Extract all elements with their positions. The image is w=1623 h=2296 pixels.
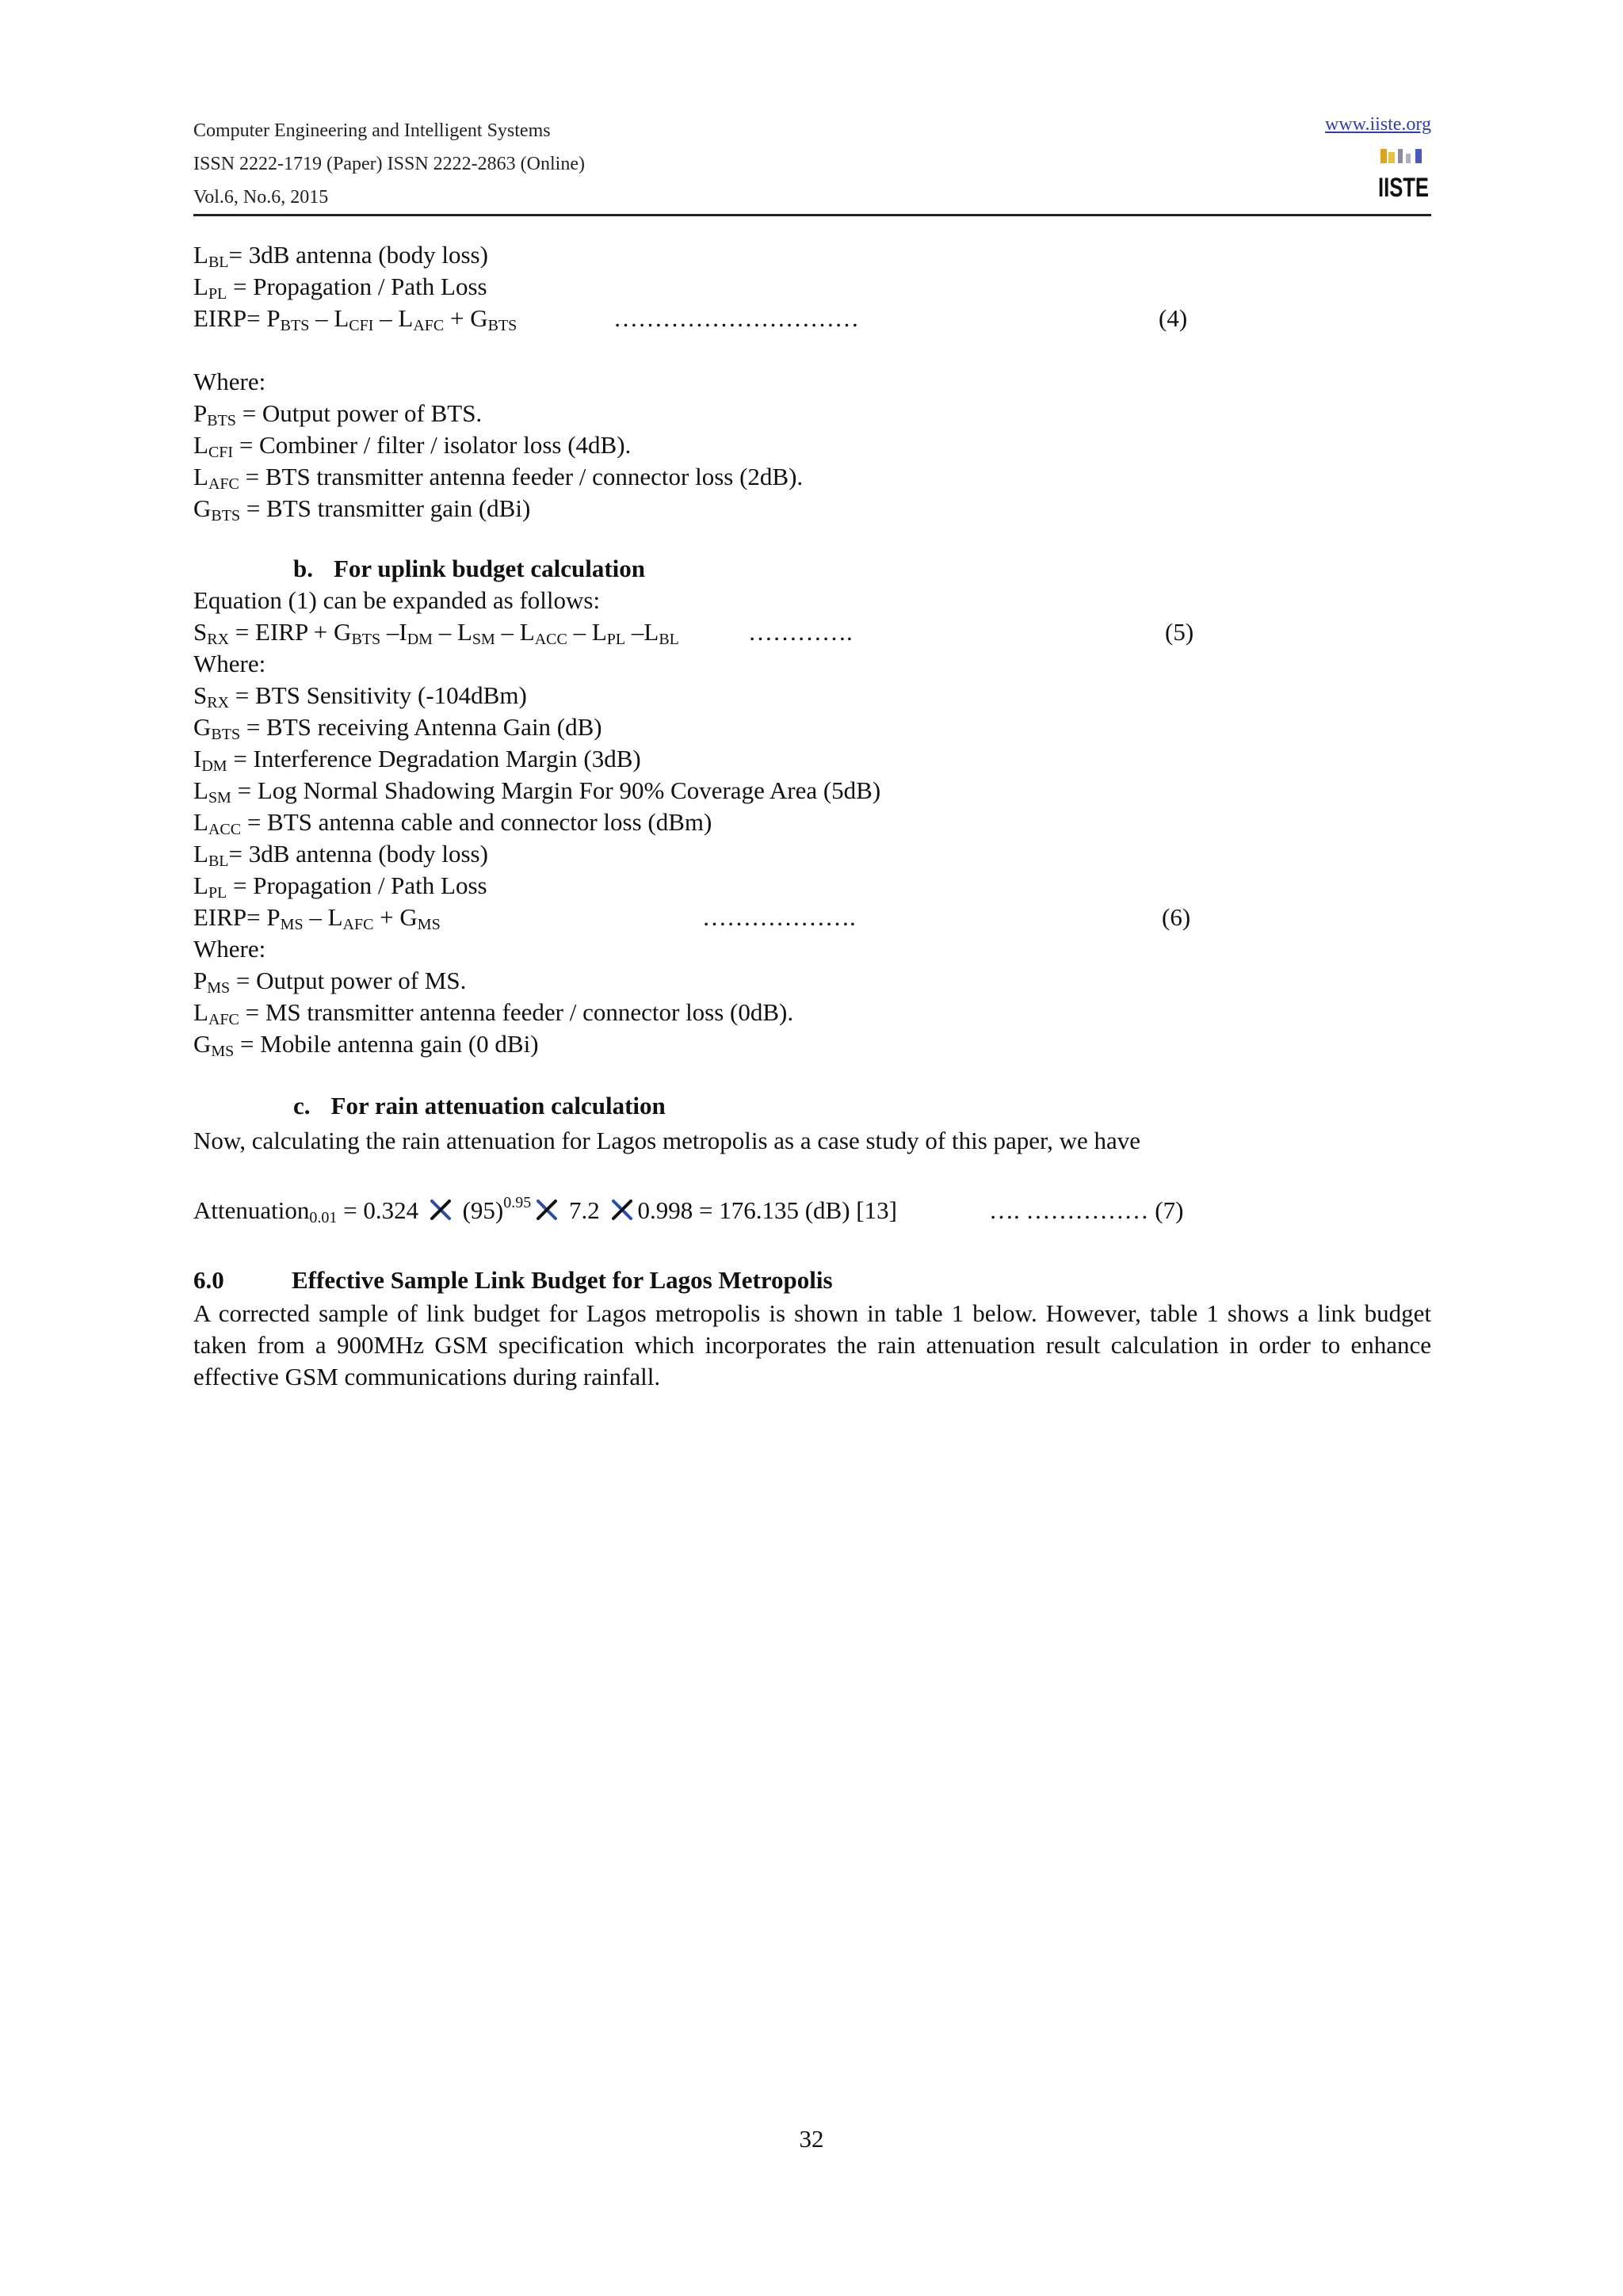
journal-issn: ISSN 2222-1719 (Paper) ISSN 2222-2863 (Online)	[193, 154, 585, 174]
section-6-paragraph: A corrected sample of link budget for Lagos metropolis is shown in table 1 below. However, table 1 shows a link budget taken from a 900MHz GSM specification which incorporates the rain attenuation result calculation in order to enhance effective GSM communications during rainfall.	[193, 1299, 1431, 1390]
where-label-2: Where:	[193, 650, 266, 677]
rain-intro: Now, calculating the rain attenuation for Lagos metropolis as a case study of this paper, we have	[193, 1127, 1141, 1154]
equation-4: EIRP= $P_{BTS} - L_{CFI} - L_{AFC} + G_{BTS}$	[193, 304, 517, 334]
journal-url-link[interactable]: www.iiste.org	[1325, 114, 1431, 135]
def-gms: $G_{MS}$ = Mobile antenna gain (0 dBi)	[193, 1030, 539, 1060]
equation-6-number: (6)	[1162, 903, 1191, 931]
def-lsm: $L_{SM}$ = Log Normal Shadowing Margin For 90% Coverage Area (5dB)	[193, 776, 881, 807]
def-lafc: $L_{AFC}$ = BTS transmitter antenna feeder / connector loss (2dB).	[193, 463, 804, 493]
equation-5-number: (5)	[1165, 618, 1194, 646]
equation-5: $S_{RX}$ = EIRP + $G_{BTS}$ $-I_{DM} - L_{SM} - L_{ACC} - L_{PL}$ $-L_{BL}$	[193, 618, 679, 648]
section-6-number: 6.0	[193, 1266, 224, 1294]
rain-heading: c. For rain attenuation calculation	[293, 1092, 666, 1119]
def-lbl: $L_{BL}= 3dB$ antenna (body loss)	[193, 241, 488, 271]
equation-4-number: (4)	[1159, 304, 1188, 332]
def-pms: $P_{MS}$ = Output power of MS.	[193, 967, 467, 997]
def-pbts: $P_{BTS}$ = Output power of BTS.	[193, 399, 483, 429]
journal-name: Computer Engineering and Intelligent Systems	[193, 120, 551, 141]
uplink-heading: b. For uplink budget calculation	[293, 555, 646, 582]
equation-7: Attenuation$_{0.01}$ = 0.324 $(95)^{0.95}$ 7.2 0.998 = 176.135 (dB) [13]	[193, 1194, 897, 1226]
header-rule	[193, 214, 1431, 216]
section-6-title: Effective Sample Link Budget for Lagos Metropolis	[292, 1266, 833, 1294]
def-idm: $I_{DM}$ = Interference Degradation Margin (3dB)	[193, 745, 641, 775]
equation-6-dots: ……………….	[702, 903, 856, 931]
def-lafc-ms: $L_{AFC}$ = MS transmitter antenna feeder / connector loss (0dB).	[193, 998, 794, 1028]
page-number: 32	[799, 2125, 824, 2153]
equation-4-dots: …………………………	[613, 304, 859, 332]
where-label-3: Where:	[193, 935, 266, 963]
journal-volume: Vol.6, No.6, 2015	[193, 187, 329, 208]
where-label: Where:	[193, 368, 266, 395]
journal-header	[193, 114, 585, 214]
multiply-icon	[611, 1199, 633, 1221]
multiply-icon	[536, 1199, 558, 1221]
multiply-icon	[430, 1199, 452, 1221]
uplink-intro: Equation (1) can be expanded as follows:	[193, 586, 601, 614]
logo-text: IISTE	[1378, 173, 1429, 203]
def-lacc: $L_{ACC}$ = BTS antenna cable and connector loss (dBm)	[193, 808, 712, 838]
equation-6: EIRP= $P_{MS} - L_{AFC} + G_{MS}$	[193, 903, 441, 933]
iiste-logo	[1377, 146, 1430, 201]
def-gbts-rx: $G_{BTS}$ = BTS receiving Antenna Gain (dB)	[193, 713, 602, 743]
equation-7-dots: …. …………… (7)	[989, 1196, 1184, 1224]
def-lpl-2: $L_{PL}$ = Propagation / Path Loss	[193, 871, 487, 902]
def-lbl-2: $L_{BL}= 3dB$ antenna (body loss)	[193, 840, 488, 870]
def-gbts: $G_{BTS}$ = BTS transmitter gain (dBi)	[193, 494, 531, 524]
def-srx: $S_{RX}$ = BTS Sensitivity (-104dBm)	[193, 681, 527, 711]
def-lcfi: $L_{CFI}$ = Combiner / filter / isolator loss (4dB).	[193, 431, 632, 461]
equation-5-dots: ………….	[748, 618, 853, 646]
def-lpl: $L_{PL}$ = Propagation / Path Loss	[193, 273, 487, 303]
